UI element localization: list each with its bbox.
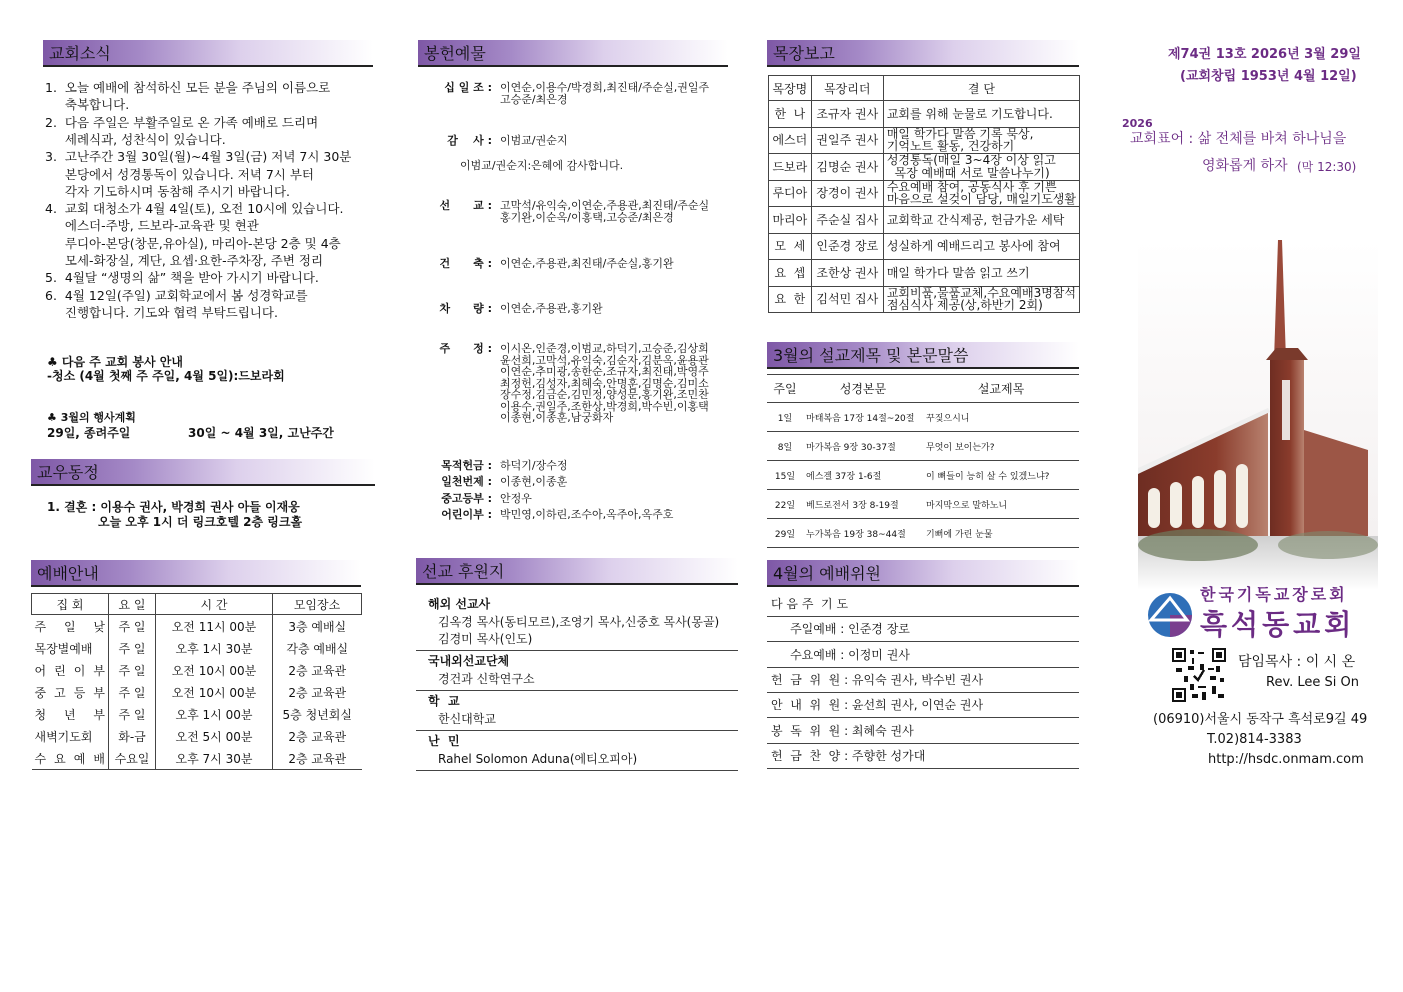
worship-cell: 2층 교육관 (288, 685, 347, 700)
worship-cell: 5층 청년회실 (282, 707, 352, 722)
church-address: (06910)서울시 동작구 흑석로9길 49 (1153, 712, 1368, 727)
sermon-row (767, 461, 1079, 490)
offering-names: 이연순,주용관,홍기완 (500, 302, 603, 315)
april-row: 봉 독 위 원 : 최혜숙 권사 (767, 719, 1079, 744)
sermon-row (767, 519, 1079, 548)
worship-table (31, 593, 362, 770)
motto-year: 2026 (1122, 117, 1153, 130)
mission-category: 난 민 (428, 734, 460, 748)
worship-cell: 주 일 낮 (32, 615, 109, 638)
sermon-cell: 이 뼈들이 능히 살 수 있겠느냐? (923, 461, 1079, 490)
members-section-title: 교우동정 (31, 459, 375, 486)
worship-cell: 중 고 등 부 (32, 681, 109, 703)
news-item: 4. 교회 대청소가 4월 4일(토), 오전 10시에 있습니다. (45, 201, 344, 217)
offering-label: 목적헌금 : (441, 459, 492, 472)
pastor-name-english: Rev. Lee Si On (1266, 675, 1360, 690)
news-item: 2. 다음 주일은 부활주일로 온 가족 예배로 드리며 (45, 114, 319, 130)
church-website-link[interactable]: http://hsdc.onmam.com (1208, 752, 1364, 767)
offering-label: 십 일 조 : (444, 81, 492, 94)
news-item: 루디아-본당(창문,유아실), 마리아-본당 2층 및 4층 (45, 235, 341, 251)
sermon-row (767, 432, 1079, 461)
news-item: 에스더-주방, 드보라-교육관 및 현관 (45, 218, 259, 234)
worship-cell: 주 일 (109, 703, 156, 725)
worship-cell: 새벽기도회 (32, 725, 109, 747)
cell-cell: 매일 학가다 말씀 읽고 쓰기 (883, 260, 1079, 287)
offering-names: 이연순,주용관,최진태/주순실,홍기완 (500, 257, 674, 270)
offering-names: 이시온,인준경,이범교,하덕기,고승준,김상희 윤선희,고막석,유익숙,김순자,김분옥,윤용관 이연순,추미광,송한순,조규자,최진태,박영주 최정헌,김성자,최혜숙,안명훈,김명순,김미소 장수정,김금순,김민정,양성문,홍기완,조민찬 이용수,권일주,조한상,박경희,박수빈,이홍택 이종현,이종훈,남궁화자 (500, 342, 709, 424)
sermon-cell: 베드로전서 3장 8-19절 (803, 490, 923, 519)
mission-divider (416, 730, 738, 731)
sermon-cell: 29일 (767, 519, 803, 548)
mission-divider (416, 770, 738, 771)
news-item: 5. 4월달 “생명의 삶” 책을 받아 가시기 바랍니다. (45, 270, 319, 286)
sermon-cell: 기뻐에 가린 눈물 (923, 519, 1079, 548)
worship-row (32, 637, 362, 659)
april-row: 헌 금 위 원 : 유익숙 권사, 박수빈 권사 (767, 668, 1079, 693)
cell-header-cell: 목장명 (769, 76, 812, 101)
cell-cell: 성경통독(매일 3~4장 이상 읽고 목장 예배때 서로 말씀나누기) (883, 154, 1079, 181)
cell-cell: 주순실 집사 (811, 207, 883, 234)
mission-item: Rahel Solomon Aduna(에티오피아) (438, 752, 638, 766)
cell-header-row (769, 76, 1080, 101)
cell-cell: 인준경 장로 (811, 233, 883, 260)
offering-names: 이종현,이종훈 (500, 475, 568, 488)
cell-row (769, 101, 1080, 128)
sermon-row (767, 490, 1079, 519)
april-section-title: 4월의 예배위원 (767, 560, 1079, 587)
worship-cell: 오전 11시 00분 (156, 615, 273, 638)
church-name: 흑석동교회 (1200, 608, 1356, 641)
news-item: 각자 기도하시며 동참해 주시기 바랍니다. (45, 183, 291, 199)
church-building-illustration (1138, 240, 1378, 590)
worship-cell: 2층 교육관 (288, 751, 347, 766)
sermon-cell: 마가복음 9장 30-37절 (803, 432, 923, 461)
cell-row (769, 260, 1080, 287)
cell-cell: 루디아 (769, 180, 812, 207)
offering-names: 이연순,이용수/박경희,최진태/주순실,권일주 고승준/최은경 (500, 81, 710, 106)
cell-cell: 한 나 (769, 101, 812, 128)
worship-row (32, 681, 362, 703)
cell-cell: 모 세 (769, 233, 812, 260)
worship-cell: 주 일 (109, 637, 156, 659)
news-section-title: 교회소식 (43, 40, 373, 67)
cell-cell: 수요예배 참여, 공동식사 후 기쁜 마음으로 설겆이 담당, 매일기도생활 (883, 180, 1079, 207)
offering-names: 박민영,이하린,조수아,옥주아,옥주호 (500, 508, 674, 521)
offering-section-title: 봉헌예물 (418, 40, 728, 67)
cell-cell: 권일주 권사 (811, 127, 883, 154)
news-item: 세례식과, 성찬식이 있습니다. (45, 131, 226, 147)
worship-cell: 오후 7시 30분 (156, 747, 273, 770)
events-right: 30일 ~ 4월 3일, 고난주간 (188, 426, 334, 440)
cell-cell: 김석민 집사 (811, 286, 883, 313)
cell-section-title: 목장보고 (767, 40, 1079, 67)
sermon-section-title: 3월의 설교제목 및 본문말씀 (767, 342, 1079, 369)
mission-item: 김옥경 목사(동티모르),조영기 목사,신중호 목사(몽골) (438, 615, 720, 629)
service-title: ♣ 다음 주 교회 봉사 안내 (47, 355, 183, 369)
april-row: 수요예배 : 이정미 권사 (767, 643, 1079, 668)
church-phone: T.02)814-3383 (1207, 732, 1302, 747)
cell-cell: 성실하게 예배드리고 봉사에 참여 (883, 233, 1079, 260)
worship-cell: 수요일 (109, 747, 156, 770)
offering-label: 감 사 : (447, 134, 492, 147)
worship-cell: 2층 교육관 (288, 729, 347, 744)
cell-cell: 드보라 (769, 154, 812, 181)
motto-reference: (막 12:30) (1297, 160, 1357, 174)
worship-header-cell: 시 간 (156, 594, 273, 615)
news-item: 진행합니다. 기도와 협력 부탁드립니다. (45, 304, 278, 320)
sermon-header-cell: 설교제목 (923, 375, 1079, 403)
cell-row (769, 154, 1080, 181)
offering-names: 안정우 (500, 492, 532, 505)
offering-names: 하덕기/장수정 (500, 459, 568, 472)
worship-cell: 화-금 (109, 725, 156, 747)
sermon-cell: 8일 (767, 432, 803, 461)
worship-cell: 주 일 (109, 681, 156, 703)
news-item: 3. 고난주간 3월 30일(월)~4월 3일(금) 저녁 7시 30분 (45, 149, 352, 165)
cell-cell: 조규자 권사 (811, 101, 883, 128)
worship-cell: 주 일 (109, 659, 156, 681)
events-title: ♣ 3월의 행사계획 (47, 411, 136, 424)
offering-label: 차 량 : (439, 302, 492, 315)
april-row: 헌 금 찬 양 : 주향한 성가대 (767, 744, 1079, 769)
members-line-2: 오늘 오후 1시 더 링크호텔 2층 링크홀 (98, 515, 303, 529)
offering-label: 주 정 : (439, 342, 492, 355)
sermon-cell: 22일 (767, 490, 803, 519)
mission-item: 김경미 목사(인도) (438, 632, 533, 646)
cell-row (769, 180, 1080, 207)
mission-divider (416, 650, 738, 651)
mission-item: 한신대학교 (438, 712, 496, 726)
mission-section-title: 선교 후원지 (416, 558, 738, 585)
april-row: 주일예배 : 인준경 장로 (767, 617, 1079, 642)
sermon-cell: 무엇이 보이는가? (923, 432, 1079, 461)
worship-cell: 청 년 부 (32, 703, 109, 725)
offering-label: 건 축 : (439, 257, 492, 270)
worship-header-cell: 요 일 (109, 594, 156, 615)
worship-section-title: 예배안내 (31, 560, 361, 587)
cell-row (769, 286, 1080, 313)
cell-cell: 조한상 권사 (811, 260, 883, 287)
qr-code-icon (1172, 648, 1226, 702)
mission-category: 학 교 (428, 694, 460, 708)
news-item: 축복합니다. (45, 97, 130, 113)
sermon-cell: 마지막으로 말하노니 (923, 490, 1079, 519)
april-row: 다 음 주 기 도 (767, 592, 1079, 617)
worship-row (32, 747, 362, 770)
worship-header-row (32, 594, 362, 615)
worship-row (32, 703, 362, 725)
news-item: 6. 4월 12일(주일) 교회학교에서 봄 성경학교를 (45, 287, 308, 303)
sermon-row (767, 403, 1079, 432)
sermon-header-row (767, 375, 1079, 403)
offering-names: 이범교/권순지:은혜에 감사합니다. (460, 159, 624, 172)
cell-row (769, 207, 1080, 234)
founding-date: (교회창립 1953년 4월 12일) (1180, 69, 1357, 84)
mission-category: 국내외선교단체 (428, 654, 510, 668)
cell-cell: 교회비품,물품교체,수요예배3명참석 점심식사 제공(상,하반기 2회) (883, 286, 1079, 313)
events-left: 29일, 종려주일 (47, 426, 131, 440)
cell-cell: 교회를 위해 눈물로 기도합니다. (883, 101, 1079, 128)
cell-cell: 매일 학가다 말씀 기록 묵상, 기억노트 활동, 건강하기 (883, 127, 1079, 154)
sermon-header-cell: 주일 (767, 375, 803, 403)
worship-cell: 오전 10시 00분 (156, 681, 273, 703)
offering-label: 어린이부 : (441, 508, 492, 521)
denomination-name: 한국기독교장로회 (1200, 585, 1348, 604)
cell-cell: 에스더 (769, 127, 812, 154)
worship-cell: 오후 1시 00분 (156, 703, 273, 725)
worship-cell: 오전 5시 00분 (156, 725, 273, 747)
members-line-1: 1. 결혼 : 이용수 권사, 박경희 권사 아들 이재웅 (47, 500, 300, 514)
offering-label: 일천번제 : (441, 475, 492, 488)
news-item: 본당에서 성경통독이 있습니다. 저녁 7시 부터 (45, 166, 315, 182)
cell-cell: 교회학교 간식제공, 헌금가운 세탁 (883, 207, 1079, 234)
cell-report-table (768, 75, 1080, 313)
cell-cell: 장경이 권사 (811, 180, 883, 207)
worship-cell: 오전 10시 00분 (156, 659, 273, 681)
cell-header-cell: 목장리더 (811, 76, 883, 101)
cell-cell: 김명순 권사 (811, 154, 883, 181)
mission-category: 해외 선교사 (428, 597, 491, 611)
issue-info: 제74권 13호 2026년 3월 29일 (1168, 47, 1361, 62)
worship-cell: 목장별예배 (32, 637, 109, 659)
offering-label: 중고등부 : (441, 492, 492, 505)
worship-row (32, 659, 362, 681)
sermon-cell: 꾸짖으시니 (923, 403, 1079, 432)
mission-item: 경건과 신학연구소 (438, 672, 535, 686)
sermon-cell: 누가복음 19장 38~44절 (803, 519, 923, 548)
news-item: 모세-화장실, 계단, 요셉·요한-주차장, 주변 정리 (45, 253, 324, 268)
sermon-cell: 1일 (767, 403, 803, 432)
worship-cell: 어 린 이 부 (32, 659, 109, 681)
cell-cell: 요 한 (769, 286, 812, 313)
worship-cell: 오후 1시 30분 (156, 637, 273, 659)
cell-row (769, 233, 1080, 260)
offering-names: 고막석/유익숙,이연순,주용관,최진태/주순실 홍기완,이순옥/이홍택,고승준/최은경 (500, 199, 710, 224)
mission-divider (416, 690, 738, 691)
sermon-cell: 에스겔 37장 1-6절 (803, 461, 923, 490)
worship-cell: 수 요 예 배 (32, 747, 109, 770)
worship-header-cell: 집 회 (32, 594, 109, 615)
cell-cell: 마리아 (769, 207, 812, 234)
sermon-cell: 마태복음 17장 14절~20절 (803, 403, 923, 432)
cell-row (769, 127, 1080, 154)
cell-header-cell: 결 단 (883, 76, 1079, 101)
worship-row (32, 725, 362, 747)
offering-label: 선 교 : (439, 199, 492, 212)
worship-row (32, 615, 362, 638)
church-motto-2: 영화롭게 하자 (1202, 158, 1288, 174)
sermon-header-cell: 성경본문 (803, 375, 923, 403)
worship-cell: 2층 교육관 (288, 663, 347, 678)
church-logo-icon (1147, 592, 1193, 638)
cell-cell: 요 셉 (769, 260, 812, 287)
sermon-cell: 15일 (767, 461, 803, 490)
worship-cell: 주 일 (109, 615, 156, 638)
news-item: 1. 오늘 예배에 참석하신 모든 분을 주님의 이름으로 (45, 80, 331, 95)
pastor-name-korean: 담임목사 : 이 시 온 (1238, 654, 1356, 670)
worship-cell: 각층 예배실 (286, 641, 349, 656)
worship-header-cell: 모임장소 (273, 594, 362, 615)
worship-cell: 3층 예배실 (288, 619, 347, 634)
service-line: -청소 (4월 첫째 주 주일, 4월 5일):드보라회 (47, 369, 285, 383)
church-motto-1: 교회표어 : 삶 전체를 바쳐 하나님을 (1130, 131, 1347, 147)
april-row: 안 내 위 원 : 윤선희 권사, 이연순 권사 (767, 693, 1079, 718)
offering-names: 이범교/권순지 (500, 134, 568, 147)
sermon-table (767, 374, 1079, 548)
